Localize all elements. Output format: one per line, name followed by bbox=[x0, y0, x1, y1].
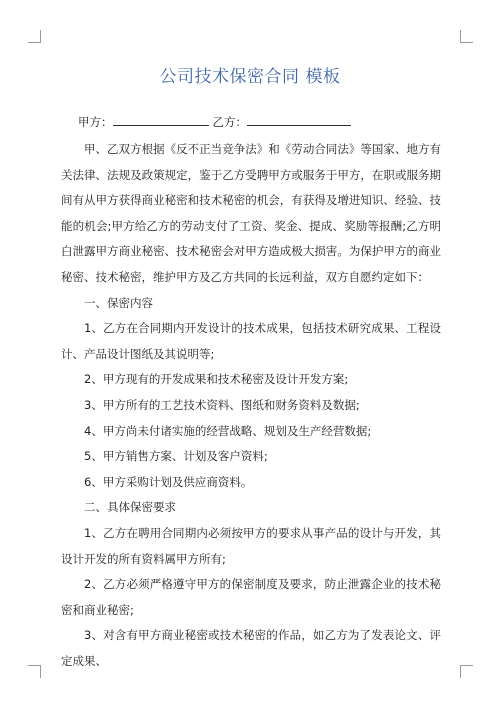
party-a-label: 甲方： bbox=[78, 115, 113, 129]
crop-mark-bottom-left bbox=[28, 665, 41, 678]
paragraph-content-item-4: 4、甲方尚未付诸实施的经营战略、规划及生产经营数据; bbox=[84, 423, 372, 438]
paragraph-requirement-3: 3、对含有甲方商业秘密或技术秘密的作品，如乙方为了发表论文、评定成果、 bbox=[61, 628, 441, 668]
paragraph-content-item-6: 6、甲方采购计划及供应商资料。 bbox=[84, 474, 253, 489]
paragraph-requirement-2: 2、乙方必须严格遵守甲方的保密制度及要求，防止泄露企业的技术秘密和商业秘密; bbox=[61, 577, 441, 617]
party-b-blank[interactable] bbox=[247, 113, 351, 126]
party-b-label: 乙方： bbox=[212, 115, 247, 129]
party-a-blank[interactable] bbox=[113, 113, 209, 126]
paragraph-content-item-1: 1、乙方在合同期内开发设计的技术成果，包括技术研究成果、工程设计、产品设计图纸及其说明等; bbox=[61, 321, 441, 361]
paragraph-requirement-1: 1、乙方在聘用合同期内必须按甲方的要求从事产品的设计与开发，其设计开发的所有资料属甲方所有; bbox=[61, 525, 441, 566]
contract-body bbox=[61, 137, 441, 674]
crop-mark-bottom-right bbox=[460, 665, 473, 678]
crop-mark-top-left bbox=[28, 30, 41, 43]
paragraph-content-item-3: 3、甲方所有的工艺技术资料、图纸和财务资料及数据; bbox=[84, 397, 360, 412]
section-heading-confidential-content: 一、保密内容 bbox=[84, 295, 153, 310]
crop-mark-top-right bbox=[460, 30, 473, 43]
paragraph-content-item-2: 2、甲方现有的开发成果和技术秘密及设计开发方案; bbox=[84, 372, 349, 387]
paragraph-preamble: 甲、乙双方根据《反不正当竞争法》和《劳动合同法》等国家、地方有关法律、法规及政策规定，鉴于乙方受聘甲方或服务于甲方，在职或服务期间有从甲方获得商业秘密和技术秘密的机会，有获得及增进知识、经验、技能的机会;甲方给乙方的劳动支付了工资、奖金、提成、奖励等报酬;乙方明白泄露甲方商业秘密、技术秘密会对甲方造成极大损害。为保护甲方的商业秘密、技术秘密，维护甲方及乙方共同的长远利益，双方自愿约定如下： bbox=[61, 142, 441, 284]
parties-line bbox=[78, 113, 351, 131]
paragraph-content-item-5: 5、甲方销售方案、计划及客户资料; bbox=[84, 449, 268, 464]
section-heading-requirements: 二、具体保密要求 bbox=[84, 500, 176, 515]
document-title: 公司技术保密合同 模板 bbox=[159, 67, 341, 87]
